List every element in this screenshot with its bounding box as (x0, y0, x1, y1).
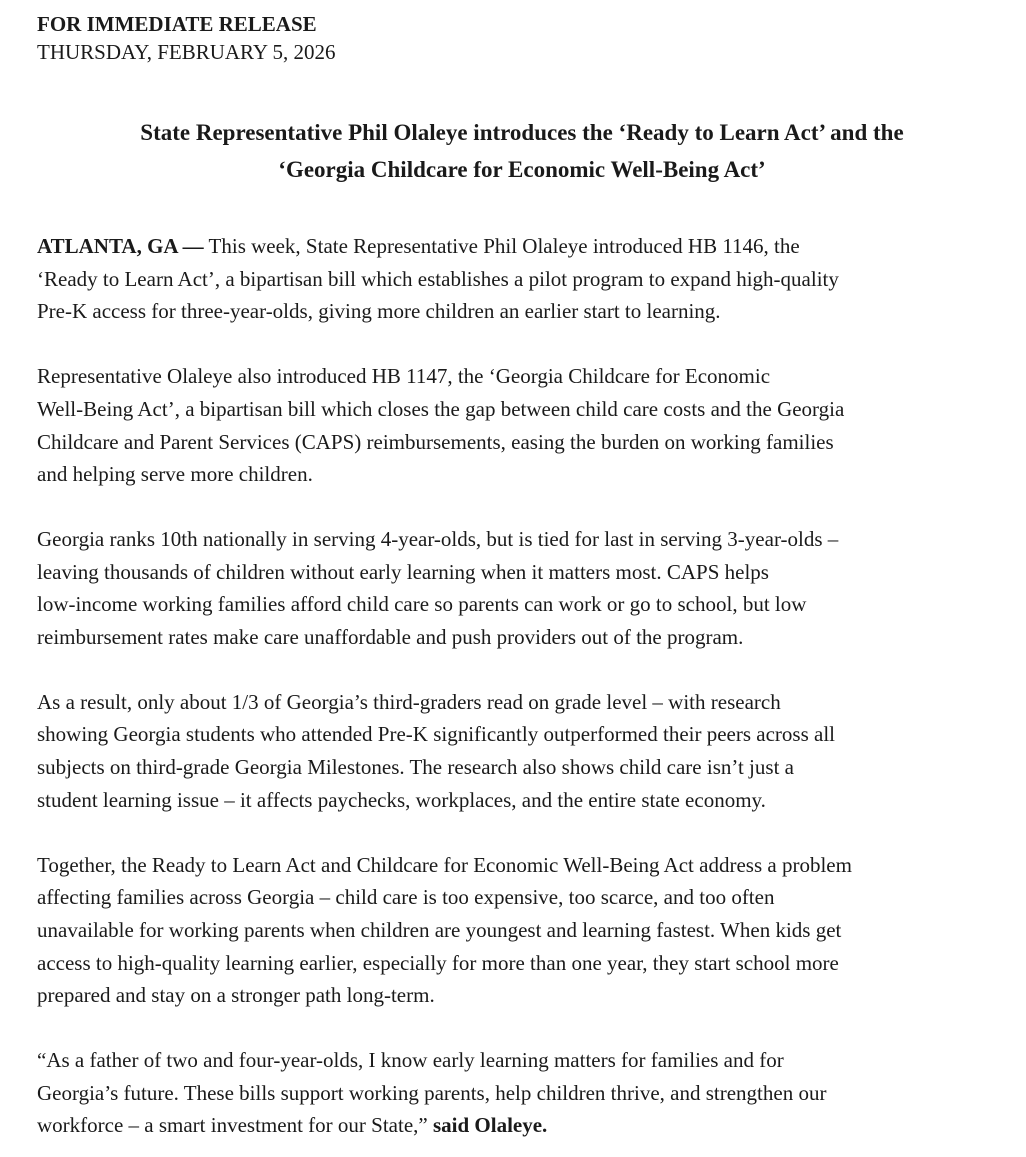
paragraph-line: ‘Ready to Learn Act’, a bipartisan bill which establishes a pilot program to expand high-quality (37, 266, 839, 291)
paragraph-together (37, 849, 1007, 1013)
paragraph-line: Together, the Ready to Learn Act and Childcare for Economic Well-Being Act address a problem (37, 852, 852, 877)
paragraph-line: subjects on third-grade Georgia Milestones. The research also shows child care isn’t just a (37, 755, 794, 780)
paragraph-line: showing Georgia students who attended Pre-K significantly outperformed their peers across all (37, 722, 835, 747)
paragraph-line (37, 1109, 1007, 1142)
headline (37, 114, 1007, 188)
paragraph-line: Well-Being Act’, a bipartisan bill which closes the gap between child care costs and the Georgia (37, 396, 845, 421)
paragraph-research (37, 686, 1007, 817)
quote-attribution: said Olaleye. (432, 1113, 548, 1138)
paragraph-line: prepared and stay on a stronger path long-term. (37, 983, 435, 1008)
release-date: THURSDAY, FEBRUARY 5, 2026 (37, 40, 336, 64)
paragraph-text: This week, State Representative Phil Olaleye introduced HB 1146, the (203, 234, 800, 258)
paragraph-line: “As a father of two and four-year-olds, I know early learning matters for families and for (37, 1048, 784, 1073)
paragraph-line: Pre-K access for three-year-olds, giving more children an earlier start to learning. (37, 299, 721, 324)
release-label: FOR IMMEDIATE RELEASE (37, 12, 317, 36)
paragraph-rankings (37, 523, 1007, 654)
paragraph-intro (37, 230, 1007, 328)
paragraph-line: reimbursement rates make care unaffordable and push providers out of the program. (37, 625, 744, 650)
paragraph-line: Georgia ranks 10th nationally in serving 4-year-olds, but is tied for last in serving 3-year-olds – (37, 526, 839, 551)
paragraph-line: student learning issue – it affects paychecks, workplaces, and the entire state economy. (37, 787, 766, 812)
dateline: ATLANTA, GA — (37, 234, 204, 258)
headline-line-1: State Representative Phil Olaleye introduces the ‘Ready to Learn Act’ and the (140, 120, 904, 145)
paragraph-line: Georgia’s future. These bills support working parents, help children thrive, and strengthen our (37, 1080, 827, 1105)
paragraph-line: low-income working families afford child care so parents can work or go to school, but low (37, 592, 807, 617)
paragraph-line: access to high-quality learning earlier, especially for more than one year, they start school more (37, 950, 839, 975)
paragraph-line: Representative Olaleye also introduced HB 1147, the ‘Georgia Childcare for Economic (37, 364, 771, 389)
paragraph-text: workforce – a smart investment for our State,” (37, 1113, 433, 1138)
paragraph-line (37, 230, 1007, 263)
paragraph-line: affecting families across Georgia – child care is too expensive, too scarce, and too often (37, 885, 775, 910)
paragraph-quote (37, 1044, 1007, 1142)
paragraph-line: and helping serve more children. (37, 462, 313, 487)
paragraph-line: unavailable for working parents when children are youngest and learning fastest. When kids get (37, 917, 842, 942)
press-release (37, 10, 1007, 1142)
paragraph-line: Childcare and Parent Services (CAPS) reimbursements, easing the burden on working families (37, 429, 834, 454)
headline-line-2: ‘Georgia Childcare for Economic Well-Being Act’ (278, 157, 766, 182)
release-body (37, 230, 1007, 1142)
paragraph-line: As a result, only about 1/3 of Georgia’s third-graders read on grade level – with research (37, 689, 781, 714)
paragraph-line: leaving thousands of children without early learning when it matters most. CAPS helps (37, 559, 769, 584)
paragraph-hb1147 (37, 360, 1007, 491)
